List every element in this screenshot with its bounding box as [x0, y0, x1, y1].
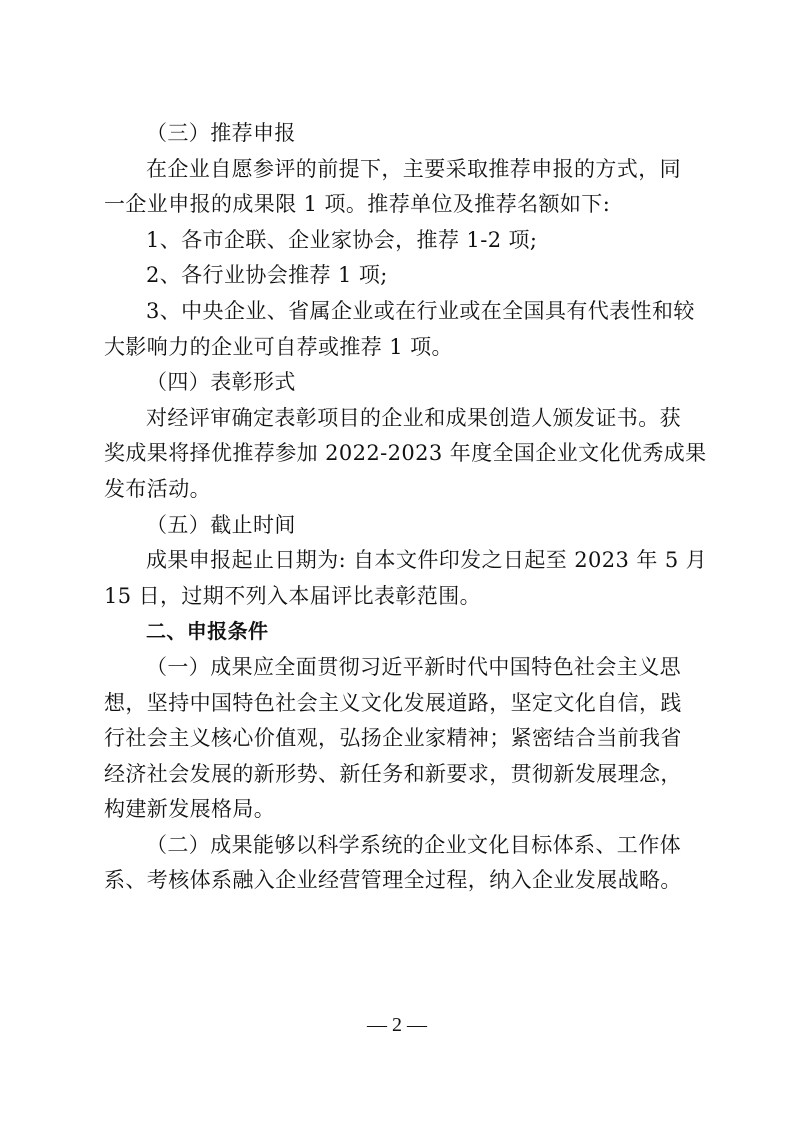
- paragraph-line: 系、考核体系融入企业经营管理全过程，纳入企业发展战略。: [104, 868, 682, 893]
- paragraph-line: 一企业申报的成果限 1 项。推荐单位及推荐名额如下:: [104, 192, 611, 217]
- paragraph-line: 行社会主义核心价值观，弘扬企业家精神；紧密结合当前我省: [104, 726, 682, 751]
- paragraph-line: 奖成果将择优推荐参加 2022-2023 年度全国企业文化优秀成果: [104, 441, 707, 466]
- paragraph-line: 想，坚持中国特色社会主义文化发展道路，坚定文化自信，践: [104, 690, 682, 715]
- paragraph-line: 15 日，过期不列入本届评比表彰范围。: [104, 583, 481, 608]
- paragraph-line: 大影响力的企业可自荐或推荐 1 项。: [104, 334, 453, 359]
- paragraph-line: （二）成果能够以科学系统的企业文化目标体系、工作体: [146, 832, 681, 857]
- section-heading-recommend: （三）推荐申报: [146, 121, 296, 145]
- document-body: [104, 116, 708, 899]
- section-heading-deadline: （五）截止时间: [146, 512, 296, 537]
- paragraph-line: 经济社会发展的新形势、新任务和新要求，贯彻新发展理念，: [104, 761, 682, 786]
- paragraph-line: 对经评审确定表彰项目的企业和成果创造人颁发证书。获: [146, 405, 681, 430]
- list-item: 1、各市企联、企业家协会，推荐 1-2 项;: [146, 227, 538, 252]
- paragraph-line: 发布活动。: [104, 476, 211, 501]
- paragraph-line: （一）成果应全面贯彻习近平新时代中国特色社会主义思: [146, 654, 681, 679]
- page-number: — 2 —: [367, 1014, 427, 1036]
- list-item: 3、中央企业、省属企业或在行业或在全国具有代表性和较: [146, 298, 695, 323]
- paragraph-line: 成果申报起止日期为: 自本文件印发之日起至 2023 年 5 月: [146, 548, 708, 573]
- chapter-heading-conditions: 二、申报条件: [146, 619, 269, 644]
- paragraph-line: 构建新发展格局。: [104, 797, 276, 822]
- list-item: 2、各行业协会推荐 1 项;: [146, 263, 388, 288]
- section-heading-commendation: （四）表彰形式: [146, 370, 296, 395]
- paragraph-line: 在企业自愿参评的前提下，主要采取推荐申报的方式，同: [146, 156, 681, 181]
